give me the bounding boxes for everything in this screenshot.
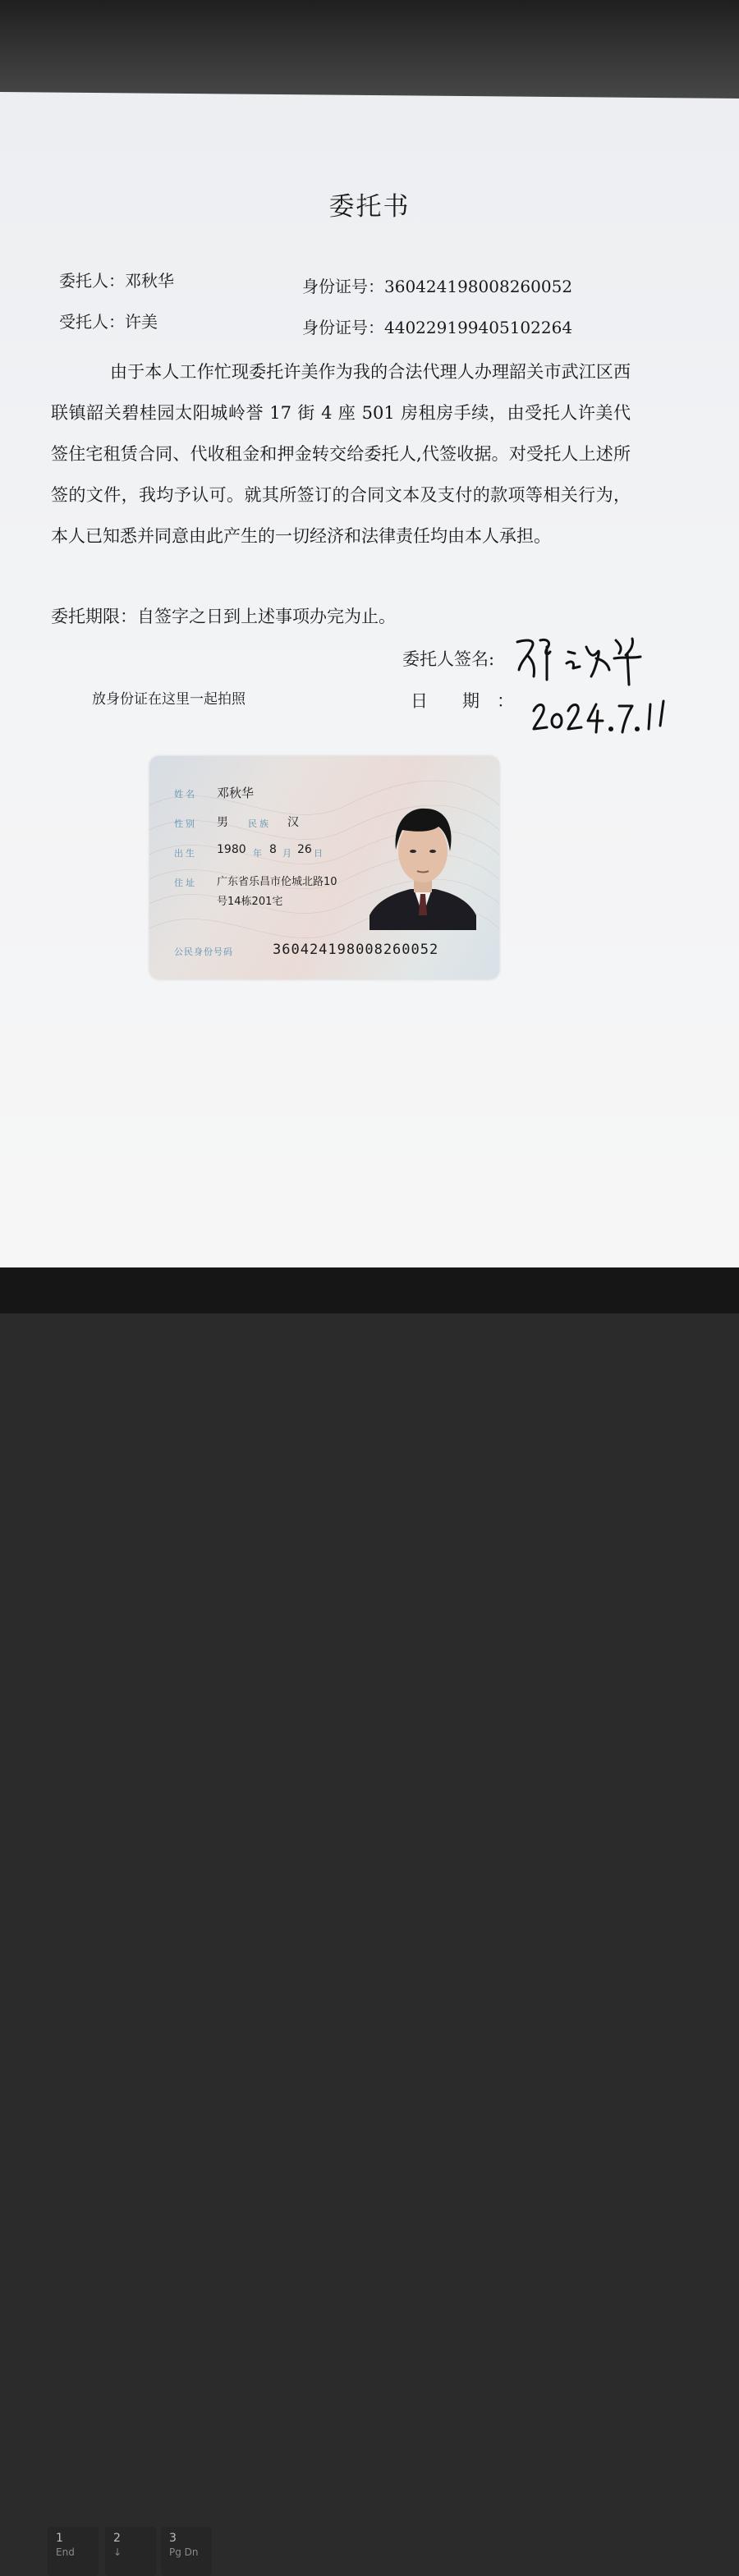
principal-label: 委托人：邓秋华 <box>59 271 174 291</box>
document-title: 委托书 <box>328 192 411 222</box>
id-birth-day: 26 <box>297 843 312 856</box>
id-name: 邓秋华 <box>217 786 255 800</box>
id-year-label: 年 <box>253 848 264 859</box>
id-card-hint: 放身份证在这里一起拍照 <box>92 691 246 708</box>
id-number-label: 公民身份号码 <box>174 947 233 957</box>
agent-id-number: 440229199405102264 <box>384 318 573 337</box>
id-address-line2: 号14栋201宅 <box>217 896 283 908</box>
principal-name: 邓秋华 <box>125 271 174 291</box>
principal-id: 身份证号：360424198008260052 <box>302 277 573 296</box>
id-day-label: 日 <box>314 848 325 859</box>
id-address-line1: 广东省乐昌市伦城北路10 <box>217 876 337 888</box>
background-top <box>0 0 739 107</box>
date-label: 日 期 ： <box>411 691 514 711</box>
id-sex: 男 <box>217 816 228 829</box>
id-ethnic-label: 民族 <box>248 818 271 829</box>
handwritten-date <box>530 696 670 736</box>
id-name-label: 姓名 <box>174 789 197 800</box>
id-ethnic: 汉 <box>287 816 299 829</box>
agent-name: 许美 <box>125 312 158 332</box>
signature-label: 委托人签名: <box>402 649 495 669</box>
handwritten-signature <box>511 630 650 690</box>
id-card <box>149 756 499 979</box>
id-birth-year: 1980 <box>217 843 246 856</box>
agent-label: 受托人：许美 <box>59 312 158 332</box>
id-sex-label: 性别 <box>174 818 197 829</box>
id-month-label: 月 <box>282 848 294 859</box>
id-number: 360424198008260052 <box>273 942 439 958</box>
keyboard-key-3: 3 Pg Dn <box>161 2527 212 2576</box>
id-birth-month: 8 <box>269 843 277 856</box>
agent-id: 身份证号：440229199405102264 <box>302 318 573 337</box>
id-birth-label: 出生 <box>174 848 197 859</box>
principal-id-number: 360424198008260052 <box>384 277 573 296</box>
authorization-body: 由于本人工作忙现委托许美作为我的合法代理人办理韶关市武江区西联镇韶关碧桂园太阳城岭誉 17 街 4 座 501 房租房手续，由受托人许美代签住宅租赁合同、代收租金和押金转交给委托人,代签收据。对受托人上述所签的文件，我均予认可。就其所签订的合同文本及支付的款项等相关行为，本人已知悉并同意由此产生的一切经济和法律责任均由本人承担。 <box>51 362 631 546</box>
authorization-term: 委托期限：自签字之日到上述事项办完为止。 <box>51 607 396 626</box>
keyboard-key-2: 2 ↓ <box>105 2527 156 2576</box>
keyboard-key-1: 1 End <box>48 2527 99 2576</box>
id-address-label: 住址 <box>174 878 197 888</box>
id-portrait-photo <box>370 792 476 930</box>
